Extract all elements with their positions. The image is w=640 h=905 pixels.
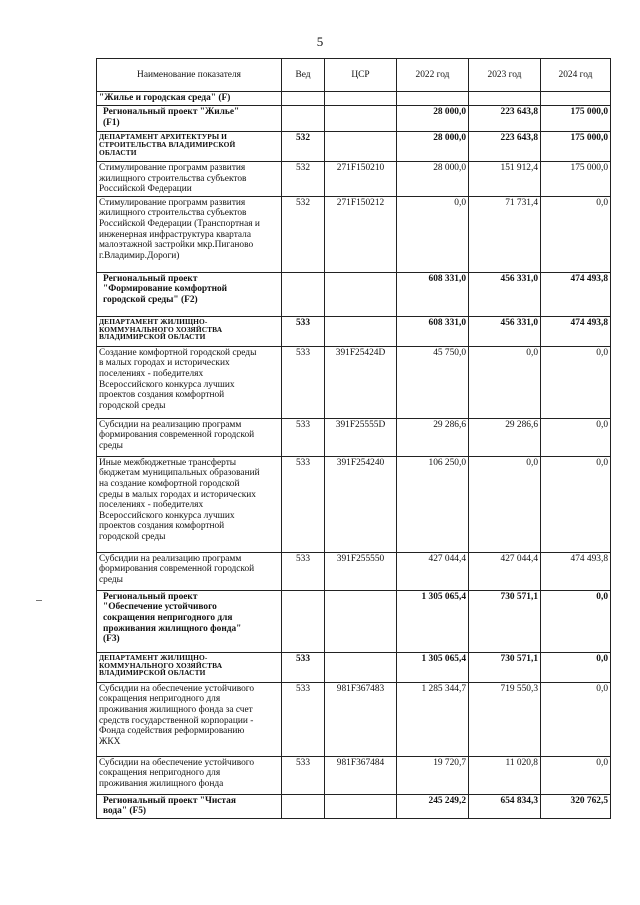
cell-2023: 29 286,6	[469, 418, 541, 456]
cell-2023: 456 331,0	[469, 316, 541, 346]
cell-ved: 533	[282, 456, 325, 552]
cell-2022: 106 250,0	[397, 456, 469, 552]
cell-2022: 28 000,0	[397, 132, 469, 162]
cell-ved: 532	[282, 132, 325, 162]
cell-2023: 456 331,0	[469, 272, 541, 316]
header-2024: 2024 год	[541, 59, 611, 92]
table-row-item	[97, 346, 611, 418]
cell-ved: 533	[282, 316, 325, 346]
cell-ved: 532	[282, 162, 325, 197]
cell-2023: 223 643,8	[469, 132, 541, 162]
cell-2023: 0,0	[469, 346, 541, 418]
cell-2022	[397, 92, 469, 106]
cell-2024: 175 000,0	[541, 132, 611, 162]
cell-csr: 391F25424D	[325, 346, 397, 418]
cell-csr	[325, 92, 397, 106]
cell-name: Стимулирование программ развития жилищного строительства субъектов Российской Федерации	[97, 162, 282, 197]
cell-ved	[282, 92, 325, 106]
cell-2022: 608 331,0	[397, 272, 469, 316]
cell-2023: 730 571,1	[469, 590, 541, 652]
table-header-row	[97, 59, 611, 92]
cell-2023: 0,0	[469, 456, 541, 552]
table-row-item	[97, 196, 611, 272]
cell-ved: 532	[282, 196, 325, 272]
cell-name: Региональный проект "Жилье" (F1)	[97, 106, 282, 132]
cell-2022: 0,0	[397, 196, 469, 272]
cell-2023: 11 020,8	[469, 756, 541, 794]
cell-ved	[282, 590, 325, 652]
cell-csr	[325, 590, 397, 652]
table-row-item	[97, 418, 611, 456]
cell-csr: 391F25555D	[325, 418, 397, 456]
table-body	[97, 92, 611, 819]
cell-csr: 271F150210	[325, 162, 397, 197]
cell-2022: 245 249,2	[397, 794, 469, 818]
table-row-project	[97, 794, 611, 818]
cell-2024: 0,0	[541, 418, 611, 456]
table-row-dept	[97, 652, 611, 682]
cell-ved: 533	[282, 418, 325, 456]
cell-2024: 175 000,0	[541, 162, 611, 197]
cell-2024: 0,0	[541, 590, 611, 652]
cell-ved	[282, 794, 325, 818]
cell-name: Иные межбюджетные трансферты бюджетам муниципальных образований на создание комфортной городской среды в малых городах и исторических поселениях - победителях Всероссийского конкурса лучших проектов создания комфортной городской среды	[97, 456, 282, 552]
table-row-project	[97, 106, 611, 132]
cell-ved	[282, 106, 325, 132]
cell-2024: 175 000,0	[541, 106, 611, 132]
cell-csr	[325, 316, 397, 346]
cell-name: Региональный проект "Обеспечение устойчивого сокращения непригодного для проживания жилищного фонда" (F3)	[97, 590, 282, 652]
cell-csr	[325, 132, 397, 162]
cell-csr: 391F255550	[325, 552, 397, 590]
table-row-section	[97, 92, 611, 106]
cell-2023: 654 834,3	[469, 794, 541, 818]
cell-name: Региональный проект "Формирование комфортной городской среды" (F2)	[97, 272, 282, 316]
cell-2022: 29 286,6	[397, 418, 469, 456]
cell-2022: 1 305 065,4	[397, 590, 469, 652]
cell-name: Стимулирование программ развития жилищного строительства субъектов Российской Федерации (Транспортная и инженерная инфраструктура квартала малоэтажной застройки мкр.Пиганово г.Владимир.Дороги)	[97, 196, 282, 272]
cell-csr	[325, 272, 397, 316]
cell-csr: 271F150212	[325, 196, 397, 272]
cell-ved: 533	[282, 756, 325, 794]
header-name: Наименование показателя	[97, 59, 282, 92]
table-row-item	[97, 682, 611, 756]
cell-ved: 533	[282, 552, 325, 590]
cell-name: Создание комфортной городской среды в малых городах и исторических поселениях - победителях Всероссийского конкурса лучших проектов создания комфортной городской среды	[97, 346, 282, 418]
cell-ved: 533	[282, 652, 325, 682]
cell-csr: 981F367484	[325, 756, 397, 794]
table-row-dept	[97, 132, 611, 162]
cell-2023	[469, 92, 541, 106]
cell-2024: 0,0	[541, 196, 611, 272]
cell-csr	[325, 652, 397, 682]
cell-name: ДЕПАРТАМЕНТ АРХИТЕКТУРЫ И СТРОИТЕЛЬСТВА ВЛАДИМИРСКОЙ ОБЛАСТИ	[97, 132, 282, 162]
cell-ved: 533	[282, 346, 325, 418]
table-row-dept	[97, 316, 611, 346]
cell-2022: 28 000,0	[397, 106, 469, 132]
cell-name: Субсидии на обеспечение устойчивого сокращения непригодного для проживания жилищного фонда	[97, 756, 282, 794]
cell-2023: 151 912,4	[469, 162, 541, 197]
cell-2023: 730 571,1	[469, 652, 541, 682]
cell-name: Субсидии на реализацию программ формирования современной городской среды	[97, 418, 282, 456]
cell-ved	[282, 272, 325, 316]
cell-csr	[325, 106, 397, 132]
cell-name: "Жилье и городская среда" (F)	[97, 92, 282, 106]
header-ved: Вед	[282, 59, 325, 92]
cell-ved: 533	[282, 682, 325, 756]
margin-mark	[36, 600, 42, 601]
cell-2022: 427 044,4	[397, 552, 469, 590]
cell-name: ДЕПАРТАМЕНТ ЖИЛИЩНО- КОММУНАЛЬНОГО ХОЗЯЙСТВА ВЛАДИМИРСКОЙ ОБЛАСТИ	[97, 652, 282, 682]
cell-2024: 474 493,8	[541, 552, 611, 590]
cell-name: Региональный проект "Чистая вода" (F5)	[97, 794, 282, 818]
cell-2022: 28 000,0	[397, 162, 469, 197]
table-row-item	[97, 552, 611, 590]
cell-2023: 223 643,8	[469, 106, 541, 132]
cell-csr: 981F367483	[325, 682, 397, 756]
cell-2024: 474 493,8	[541, 272, 611, 316]
cell-2023: 71 731,4	[469, 196, 541, 272]
cell-2024: 0,0	[541, 456, 611, 552]
table-row-project	[97, 590, 611, 652]
cell-2024: 474 493,8	[541, 316, 611, 346]
cell-name: Субсидии на реализацию программ формирования современной городской среды	[97, 552, 282, 590]
table-row-item	[97, 162, 611, 197]
header-2023: 2023 год	[469, 59, 541, 92]
header-2022: 2022 год	[397, 59, 469, 92]
cell-2024	[541, 92, 611, 106]
budget-table	[96, 58, 611, 819]
cell-2024: 0,0	[541, 756, 611, 794]
cell-2024: 0,0	[541, 682, 611, 756]
cell-2024: 0,0	[541, 652, 611, 682]
cell-2022: 1 305 065,4	[397, 652, 469, 682]
cell-name: ДЕПАРТАМЕНТ ЖИЛИЩНО- КОММУНАЛЬНОГО ХОЗЯЙСТВА ВЛАДИМИРСКОЙ ОБЛАСТИ	[97, 316, 282, 346]
cell-2024: 0,0	[541, 346, 611, 418]
cell-name: Субсидии на обеспечение устойчивого сокращения непригодного для проживания жилищного фонда за счет средств государственной корпорации - Фонда содействия реформированию ЖКХ	[97, 682, 282, 756]
cell-2022: 1 285 344,7	[397, 682, 469, 756]
cell-2023: 427 044,4	[469, 552, 541, 590]
table-row-item	[97, 756, 611, 794]
table-row-project	[97, 272, 611, 316]
cell-2024: 320 762,5	[541, 794, 611, 818]
header-csr: ЦСР	[325, 59, 397, 92]
cell-2022: 45 750,0	[397, 346, 469, 418]
cell-2022: 608 331,0	[397, 316, 469, 346]
table-row-item	[97, 456, 611, 552]
cell-2023: 719 550,3	[469, 682, 541, 756]
page-number: 5	[316, 34, 324, 49]
cell-2022: 19 720,7	[397, 756, 469, 794]
cell-csr	[325, 794, 397, 818]
cell-csr: 391F254240	[325, 456, 397, 552]
